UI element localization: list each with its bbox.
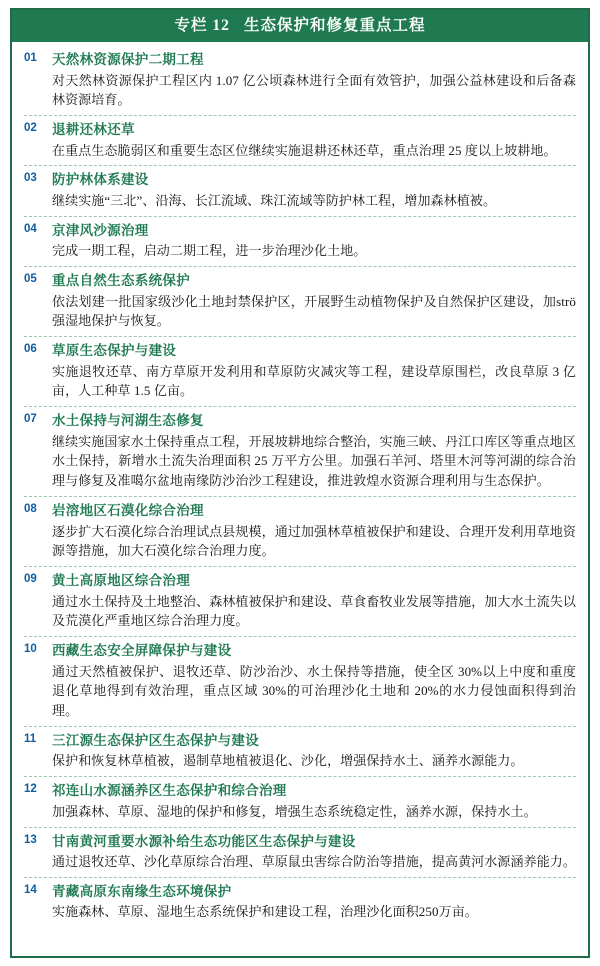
item-number: 12 [24, 783, 37, 796]
item-body [52, 341, 576, 401]
item-body [52, 170, 576, 210]
list-item [24, 166, 576, 216]
item-number: 03 [24, 172, 37, 185]
item-title: 青藏高原东南缘生态环境保护 [52, 883, 232, 899]
item-number: 08 [24, 502, 37, 515]
item-title: 水土保持与河湖生态修复 [52, 413, 204, 429]
item-number: 06 [24, 343, 37, 356]
item-text: 通过退牧还草、沙化草原综合治理、草原鼠虫害综合防治等措施，提高黄河水源涵养能力。 [52, 854, 577, 870]
item-title: 草原生态保护与建设 [52, 343, 177, 359]
item-body [52, 832, 576, 872]
item-number: 14 [24, 883, 37, 896]
item-text: 依法划建一批国家级沙化土地封禁保护区，开展野生动植物保护及自然保护区建设，加strö强湿地保护与恢复。 [52, 293, 576, 329]
page-title: 生态保护和修复重点工程 [243, 17, 426, 34]
item-text: 通过水土保持及土地整治、森林植被保护和建设、草食畜牧业发展等措施，加大水土流失以及荒漠化严重地区综合治理力度。 [52, 593, 577, 629]
item-number: 04 [24, 222, 37, 235]
item-number: 02 [24, 122, 37, 135]
item-text: 实施森林、草原、湿地生态系统保护和建设工程，治理沙化面积250万亩。 [52, 904, 478, 920]
item-title: 岩溶地区石漠化综合治理 [52, 502, 204, 518]
item-number: 10 [24, 643, 37, 656]
list-item [24, 828, 576, 878]
item-body [52, 571, 576, 631]
item-title: 甘南黄河重要水源补给生态功能区生态保护与建设 [52, 833, 356, 849]
item-title: 京津风沙源治理 [52, 222, 149, 238]
item-body [52, 221, 576, 261]
item-number: 13 [24, 833, 37, 846]
item-title: 防护林体系建设 [52, 172, 149, 188]
item-text: 对天然林资源保护工程区内 1.07 亿公顷森林进行全面有效管护，加强公益林建设和后备森林资源培育。 [52, 72, 576, 108]
list-item [24, 46, 576, 116]
item-body [52, 120, 576, 160]
item-title: 重点自然生态系统保护 [52, 273, 190, 289]
feature-box [10, 8, 590, 958]
item-title: 西藏生态安全屏障保护与建设 [52, 643, 232, 659]
item-text: 逐步扩大石漠化综合治理试点县规模，通过加强林草植被保护和建设、合理开发利用草地资源等措施，加大石漠化综合治理力度。 [52, 523, 577, 559]
item-body [52, 411, 576, 491]
item-text: 通过天然植被保护、退牧还草、防沙治沙、水土保持等措施，使全区 30%以上中度和重度退化草地得到有效治理，重点区域 30%的可治理沙化土地和 20%的水力侵蚀面积得到治理。 [52, 663, 576, 719]
item-title: 三江源生态保护区生态保护与建设 [52, 732, 259, 748]
list-item [24, 567, 576, 637]
item-text: 加强森林、草原、湿地的保护和修复，增强生态系统稳定性，涵养水源，保持水土。 [52, 803, 537, 819]
item-body [52, 50, 576, 110]
list-item [24, 637, 576, 727]
list-item [24, 727, 576, 777]
item-body [52, 731, 576, 771]
item-text: 在重点生态脆弱区和重要生态区位继续实施退耕还林还草，重点治理 25 度以上坡耕地。 [52, 142, 557, 158]
item-body [52, 882, 576, 922]
list-item [24, 116, 576, 166]
item-text: 完成一期工程，启动二期工程，进一步治理沙化土地。 [52, 243, 367, 259]
item-number: 01 [24, 52, 37, 65]
list-item [24, 267, 576, 337]
item-title: 祁连山水源涵养区生态保护和综合治理 [52, 783, 287, 799]
item-title: 退耕还林还草 [52, 122, 135, 138]
item-number: 11 [24, 732, 37, 745]
list-item [24, 878, 576, 927]
item-number: 09 [24, 573, 37, 586]
item-body [52, 781, 576, 821]
list-item [24, 217, 576, 267]
item-body [52, 641, 576, 721]
list-item [24, 777, 576, 827]
item-text: 保护和恢复林草植被，遏制草地植被退化、沙化，增强保持水土、涵养水源能力。 [52, 753, 524, 769]
list-item [24, 337, 576, 407]
item-text: 继续实施“三北”、沿海、长江流域、珠江流域等防护林工程，增加森林植被。 [52, 192, 497, 208]
box-title-bar [12, 10, 588, 42]
item-number: 05 [24, 273, 37, 286]
item-text: 实施退牧还草、南方草原开发利用和草原防灾减灾等工程，建设草原围栏，改良草原 3 亿亩，人工种草 1.5 亿亩。 [52, 363, 576, 399]
item-number: 07 [24, 413, 37, 426]
box-number: 专栏 12 [174, 17, 230, 34]
list-item [24, 407, 576, 497]
list-item [24, 497, 576, 567]
item-body [52, 271, 576, 331]
item-title: 天然林资源保护二期工程 [52, 52, 204, 68]
item-title: 黄土高原地区综合治理 [52, 573, 190, 589]
item-text: 继续实施国家水土保持重点工程，开展坡耕地综合整治，实施三峡、丹江口库区等重点地区水土保持，新增水土流失治理面积 25 万平方公里。加强石羊河、塔里木河等河湖的综合治理与修复及准噶尔盆地南缘防沙治沙工程建设，推进敦煌水资源合理利用与生态保护。 [52, 433, 577, 489]
item-body [52, 501, 576, 561]
item-list [12, 42, 588, 927]
